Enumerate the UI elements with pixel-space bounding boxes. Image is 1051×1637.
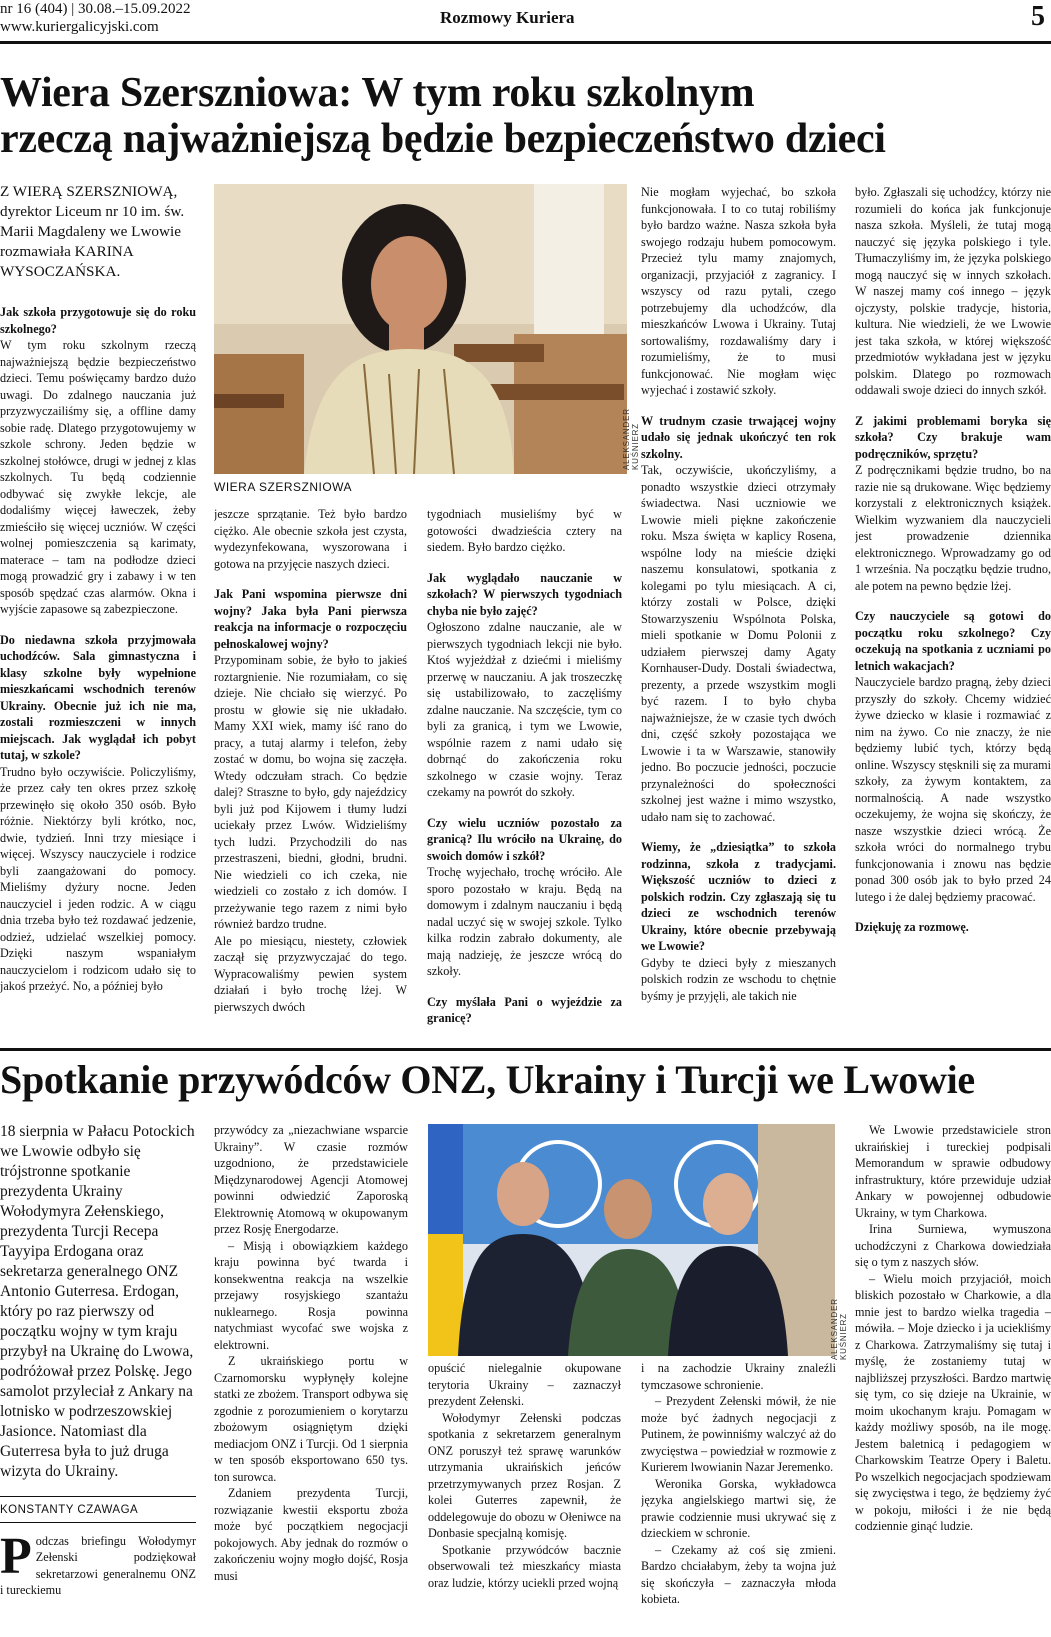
article1-column-1: [0, 182, 196, 1040]
paragraph: We Lwowie przedstawiciele stron ukraińskiej i tureckiej podpisali Memorandum w sprawie odbudowy infrastruktury, które przewiduje udział Ankary w powojennej odbudowie Ukrainy, w tym Charkowa.: [855, 1123, 1051, 1220]
paragraph: – Prezydent Zełenski mówił, że nie może być żadnych negocjacji z Putinem, że powinniśmy walczyć aż do zwycięstwa – powiedział w rozmowie z Kurierem lwowianin Nazar Jeremenko.: [641, 1394, 836, 1474]
issue-info: [0, 0, 191, 36]
answer: Ogłoszono zdalne nauczanie, ale w pierwszych tygodniach lekcji nie było. Ktoś wyjeżdżał z dziećmi i mieliśmy przerwę w nauczaniu. A jak troszeczkę się ustabilizowało, to zaczęliśmy zdalne nauczanie. Na szczęście, tym co byli za granicą, i tym we Lwowie, wspólnie razem z nami udało się dobrnąć do zakończenia roku szkolnego w czasie wojny. Teraz czekamy na powrót do szkoły.: [427, 620, 622, 799]
article2-column-4: [641, 1360, 836, 1637]
page-number: 5: [1031, 1, 1045, 32]
author-name: KONSTANTY CZAWAGA: [0, 1504, 139, 1516]
leaders-photo: [428, 1124, 835, 1356]
answer: tygodniach musieliśmy być w gotowości dwadzieścia cztery na siedem. Było bardzo ciężko.: [427, 507, 622, 554]
article2-intro: 18 sierpnia w Pałacu Potockich we Lwowie odbyło się trójstronne spotkanie prezydenta Ukrainy Wołodymyra Zełenskiego, prezydenta Turcji Recepa Tayyipa Erdogana oraz sekretarza generalnego ONZ Antonio Guterresa. Erdogan, który po raz pierwszy od początku wojny w tym kraju przybył na Ukrainę do Lwowa, podróżował przez Polskę. Jego samolot przyleciał z Ankary na lotnisko w podrzeszowskiej Jasionce. Natomiast dla Guterresa była to już druga wizyta do Ukrainy.: [0, 1123, 195, 1480]
article2-column-3: [428, 1360, 621, 1637]
paragraph: Spotkanie przywódców bacznie obserwowali też mieszkańcy miasta oraz ludzie, którzy uciekli przed wojną: [428, 1542, 621, 1590]
answer: jeszcze sprzątanie. Też było bardzo ciężko. Ale obecnie szkoła jest czysta, wydezynfekowana, wyszorowana i gotowa na przyjęcie naszych dzieci.: [214, 507, 407, 571]
website-link[interactable]: www.kuriergalicyjski.com: [0, 19, 159, 35]
paragraph: – Wielu moich przyjaciół, moich bliskich pozostało w Charkowie, a dla mnie jest to bardzo wielka tragedia – mówiła. – Moje dziecko i ja uciekliśmy z Charkowa. Zatrzymaliśmy się tutaj i myślę, że zostaniemy tutaj w najbliższej przyszłości. Bardzo martwię się tym, co się dzieje na Ukrainie, w moim ukochanym kraju. Pomagam w każdy możliwy sposób, na ile mogę. Jestem baletnicą i pedagogiem w Charkowskim Teatrze Opery i Baletu. Po wszelkich negocjacjach spodziewam się zwycięstwa i tego, że będziemy żyć w pokoju, miłości i że nie będą codziennie ginąć ludzie.: [855, 1271, 1051, 1533]
answer: Z podręcznikami będzie trudno, bo na razie nie są drukowane. Więc będziemy korzystali z elektronicznych książek. Wielkim wyzwaniem dla nauczycieli jest prowadzenie dziennika elektronicznego. Wprowadzamy go od 1 września. Na początku będzie trudno, ale potem na pewno będzie lżej.: [855, 463, 1051, 593]
section-name: Rozmowy Kuriera: [440, 8, 575, 27]
answer: Nauczyciele bardzo pragną, żeby dzieci przyszły do szkoły. Chcemy widzieć żywe dziecko w klasie i rozmawiać z nim na żywo. Co nie znaczy, że nie będziemy lubić tych, którzy będą online. Wszyscy stęsknili się za murami szkoły, za żywym kontaktem, za normalnością. A nade wszystko oczekujemy, że wojna się skończy, że nasze wszystkie dzieci wrócą. Że szkoła wróci do normalnego trybu funkcjonowania i znowu nas będzie ponad 300 osób jak to było przed 24 lutego i że dalej będziemy pracować.: [855, 675, 1051, 904]
question: Czy wielu uczniów pozostało za granicą? Ilu wróciło na Ukrainę, do swoich domów i szkół?: [427, 815, 622, 863]
photo-credit: ALEKSANDER KUŚNIERZ: [622, 408, 640, 470]
paragraph: opuścić nielegalnie okupowane terytoria Ukrainy – zaznaczył prezydent Zełenski.: [428, 1361, 621, 1408]
paragraph: Irina Surniewa, wymuszona uchodźczyni z Charkowa dowiedziała się o tym z naszych słów.: [855, 1222, 1051, 1269]
answer: W tym roku szkolnym rzeczą najważniejszą będzie bezpieczeństwo dzieci. Temu poświęcamy bardzo dużo uwagi. Do zdalnego nauczania już przyzwyczailiśmy się, a offline damy sobie radę. Dlatego przygotowujemy w szkole schrony. Jeden będzie w szkolnej stołówce, drugi w jednej z klas szkolnych. Tu będą codziennie odbywać się zwykłe lekcje, ale dodaliśmy więcej ławeczek, żeby zmieściło się więcej uczniów. W części wolnej pomieszczenia są karimaty, materace – tam na podłodze dzieci mogą prowadzić gry i zabawy i w ten sposób spędzać czas alarmów. Okna i wyjście zapasowe są zabezpieczone.: [0, 338, 196, 616]
paragraph: – Czekamy aż coś się zmieni. Bardzo chciałabym, żeby ta wojna już się skończyła – zaznaczyła młoda kobieta.: [641, 1542, 836, 1606]
answer: Trudno było oczywiście. Policzyliśmy, że przez cały ten okres przez szkołę przewinęło się około 350 osób. Było różnie. Niektórzy byli krótko, noc, dwie, tydzień. Inni trzy miesiące i więcej. Wszyscy nauczyciele i rodzice byli zaangażowani do pomocy. Mieliśmy dyżury nocne. Jeden nauczyciel i jeden rodzic. A w ciągu dnia trzeba było też rozdawać jedzenie, odzież, udzielać wszelkiej pomocy. Dzięki naszym wspaniałym nauczycielom i rodzicom udało się to jakoś przeżyć. No, a później było: [0, 764, 196, 993]
paragraph: przywódcy za „niezachwiane wsparcie Ukrainy”. W czasie rozmów uzgodniono, że przedstawiciele Międzynarodowej Agencji Atomowej powinni odwiedzić Zaporoską Elektrownię Atomową w okupowanym przez Rosję Energodarze.: [214, 1123, 408, 1236]
question: Jak Pani wspomina pierwsze dni wojny? Jaka była Pani pierwsza reakcja na informacje o rozpoczęciu pełnoskalowej wojny?: [214, 587, 407, 651]
header-rule: [0, 41, 1051, 44]
photo-caption: WIERA SZERSZNIOWA: [214, 480, 353, 494]
article1-column-4: [641, 184, 836, 1040]
question: Wiemy, że „dziesiątka” to szkoła rodzinna, szkoła z tradycjami. Większość uczniów to dzieci z polskich rodzin. Czy zgłaszają się tu dzieci ze wschodnich terenów Ukrainy, które obecnie przebywają we Lwowie?: [641, 840, 836, 953]
answer: Gdyby te dzieci były z mieszanych polskich rodzin ze wschodu to chętnie byśmy je przyjęli, ale takich nie: [641, 955, 836, 1003]
article2-column-5: [855, 1122, 1051, 1637]
article1-column-5: [855, 184, 1051, 1040]
paragraph: Zdaniem prezydenta Turcji, rozwiązanie kwestii eksportu zboża może być początkiem negocjacji pokojowych. Aby jednak do rozmów o zakończeniu wojny mogło dojść, Rosja musi: [214, 1486, 408, 1583]
question: Jak wyglądało nauczanie w szkołach? W pierwszych tygodniach chyba nie było zajęć?: [427, 570, 622, 618]
paragraph: Wołodymyr Zełenski podczas spotkania z sekretarzem generalnym ONZ poruszył też sprawę warunków utrzymania ukraińskich jeńców przetrzymywanych przez Rosjan. Z kolei Guterres zapewnił, że oddelegowuje do obozu w Ołeniwce na Donbasie specjalną komisję.: [428, 1410, 621, 1540]
answer: Nie mogłam wyjechać, bo szkoła funkcjonowała. I to co tutaj robiliśmy było bardzo ważne. Nasza szkoła była swojego rodzaju hubem pomocowym. Przecież tylu mamy znajomych, organizacji, przyjaciół z zagranicy. I wszyscy od razu pytali, czego potrzebujemy dla uchodźców, dla mieszkańców Lwowa i Ukrainy. Tutaj sortowaliśmy, rozdawaliśmy dary i rozumieliśmy, że to musi funkcjonować. Nie mogłam więc wyjechać i zostawić szkoły.: [641, 185, 836, 397]
question: Do niedawna szkoła przyjmowała uchodźców. Sala gimnastyczna i klasy szkolne były wypełnione mieszkańcami wschodnich terenów Ukrainy. Obecnie już ich nie ma, zostali rozmieszczeni w innych miejscach. Jak wyglądał ich pobyt tutaj, w szkole?: [0, 632, 196, 762]
article1-title: Wiera Szerszniowa: W tym roku szkolnym rzeczą najważniejszą będzie bezpieczeństwo dzieci: [0, 70, 886, 162]
paragraph: Z ukraińskiego portu w Czarnomorsku wypłynęły kolejne statki ze zbożem. Transport odbywa się zgodnie z porozumieniem o korytarzu zbożowym osiągniętym dzięki mediacjom ONZ i Turcji. Od 1 sierpnia w ten sposób eksportowano 650 tys. ton surowca.: [214, 1354, 408, 1484]
paragraph: Weronika Gorska, wykładowca języka angielskiego martwi się, że prawie codziennie musi ukrywać się z dzieckiem w schronie.: [641, 1476, 836, 1540]
question: Jak szkoła przygotowuje się do roku szkolnego?: [0, 305, 196, 336]
lead-paragraph: Podczas briefingu Wołodymyr Zełenski podziękował sekretarzowi generalnemu ONZ i tureckiemu: [0, 1527, 196, 1597]
article-divider: [0, 1048, 1051, 1051]
leaders-image: [428, 1124, 835, 1356]
answer: Przypominam sobie, że było to jakieś roztargnienie. Nie rozumiałam, co się dzieje. Nie chciało się wierzyć. Po prostu w głowie się nie układało. Mamy XXI wiek, mamy iść rano do pracy, a tutaj alarmy i telefon, żeby zostać w domu, bo wojna się zaczęła. Wtedy odczułam strach. Co będzie dalej? Straszne to było, gdy najeździcy byli już pod Kijowem i tłumy ludzi uciekały przez Lwów. Widzieliśmy tych ludzi. Przychodzili do nas przestraszeni, biedni, głodni, brudni. Nie wiedzieli co ich czeka, nie wiedzieli co zostało z ich domów. I przeżywanie tego razem z nimi było również bardzo trudne.: [214, 653, 407, 931]
article1-column-2: [214, 506, 407, 1040]
answer: Tak, oczywiście, ukończyliśmy, a ponadto wszystkie dzieci otrzymały świadectwa. Nasi uczniowie we Lwowie mieli piękne zakończenie roku. Msza święta w kaplicy Rosenа, wspólne lody na mieście dzięki naszemu konsulatowi, spotkania z kolegami po tylu miesiącach. A ci, którzy zostali w Polsce, dzięki Stowarzyszeniu Wspólnota Polska, mieli spotkanie w Domu Polonii z udziałem pierwszej damy Agaty Kornhauser-Dudy. Dostali świadectwa, prezenty, a przede wszystkim mogli być razem. I to było chyba najważniejsze, że w czasie tych dwóch dni, część szkoły pozostająca we Lwowie i ta w Warszawie, stanowiły jedno. Bo poczucie jedności, poczucie przynależności do społeczności szkolnej jest ważne i mimo wszystko, udało nam się to zachować.: [641, 463, 836, 824]
photo-credit-2: ALEKSANDER KUŚNIERZ: [830, 1298, 848, 1360]
drop-cap: P: [0, 1527, 32, 1585]
article2-title: Spotkanie przywódców ONZ, Ukrainy i Turcji we Lwowie: [0, 1057, 975, 1102]
answer: Ale po miesiącu, niestety, człowiek zaczął się przyzwyczajać do tego. Wypracowaliśmy pewien system działań i było trochę lżej. W pierwszych dwóch: [214, 933, 407, 1014]
closing-line: Dziękuję za rozmowę.: [855, 920, 969, 934]
author-box: [0, 1496, 196, 1523]
paragraph: – Misją i obowiązkiem każdego kraju powinna być twarda i konsekwentna reakcja na wszelkie przejawy rosyjskiego szantażu nuklearnego. Rosja powinna natychmiast wycofać swe wojska z elektrowni.: [214, 1238, 408, 1352]
answer: było. Zgłaszali się uchodźcy, którzy nie rozumieli do końca jak funkcjonuje nasza szkoła. Myśleli, że tutaj mogą nauczyć się języka polskiego i tyle. Tłumaczyliśmy im, że języka polskiego mogą nauczyć się w innych szkołach. W naszej mamy coś innego – język ojczysty, polskie tradycje, historia, kultura. Nie wiedzieli, że we Lwowie jest taka szkoła, w której większość przedmiotów wykładana jest w języku polskim. Dlatego po rozmowach oddawali swoje dzieci do innych szkół.: [855, 185, 1051, 397]
question: W trudnym czasie trwającej wojny udało się jednak ukończyć ten rok szkolny.: [641, 413, 836, 461]
answer: Trochę wyjechało, trochę wróciło. Ale sporo pozostało w kraju. Będą na domowym i zdalnym nauczaniu i będą nadal uczyć się w swojej szkole. Tylko kilka rodzin zabrało dokumenty, ale mają nadzieję, że jeszcze wrócą do szkoły.: [427, 865, 622, 978]
article1-column-3: [427, 506, 622, 1040]
portrait-photo: [214, 184, 627, 474]
portrait-image: [214, 184, 627, 474]
question: Czy nauczyciele są gotowi do początku roku szkolnego? Czy oczekują na spotkania z uczniami po letnich wakacjach?: [855, 609, 1051, 673]
paragraph: i na zachodzie Ukrainy znaleźli tymczasowe schronienie.: [641, 1361, 836, 1392]
article1-intro: Z WIERĄ SZERSZNIOWĄ, dyrektor Liceum nr 10 im. św. Marii Magdaleny we Lwowie rozmawiała KARINA WYSOCZAŃSKA.: [0, 183, 185, 280]
question: Z jakimi problemami boryka się szkoła? Czy brakuje wam podręczników, sprzętu?: [855, 413, 1051, 461]
question: Czy myślała Pani o wyjeździe za granicę?: [427, 994, 622, 1025]
issue-number: nr 16 (404) | 30.08.–15.09.2022: [0, 1, 191, 17]
article2-column-2: [214, 1122, 408, 1637]
article2-column-1: [0, 1122, 196, 1637]
